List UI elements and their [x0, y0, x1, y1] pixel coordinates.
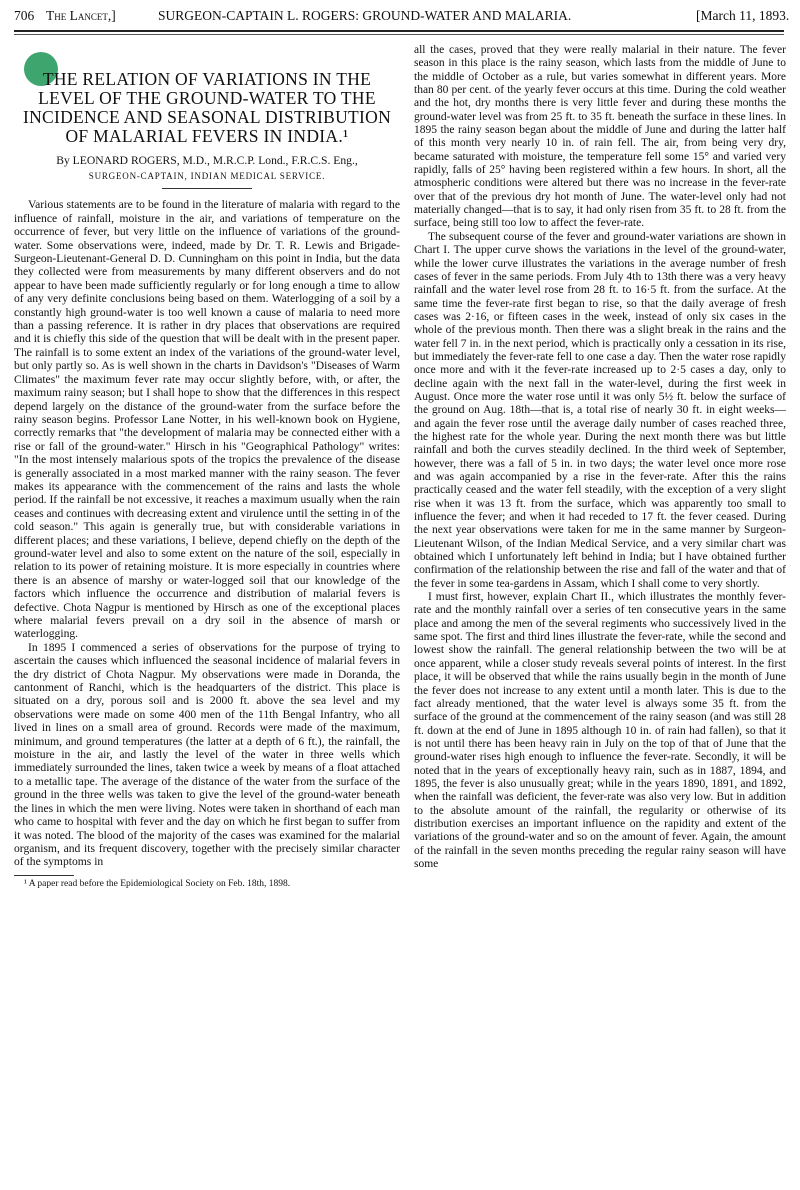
page-number: 706 — [14, 8, 35, 23]
article-title: THE RELATION OF VARIATIONS IN THE LEVEL OF THE GROUND-WATER TO THE INCIDENCE AND SEASONAL DISTRIBUTION OF MALARIAL FEVERS IN INDIA.¹ — [22, 69, 392, 146]
header-rule — [14, 30, 784, 32]
footnote: ¹ A paper read before the Epidemiological Society on Feb. 18th, 1898. — [24, 878, 291, 889]
author-affiliation: SURGEON-CAPTAIN, INDIAN MEDICAL SERVICE. — [88, 171, 326, 181]
title-separator — [162, 188, 252, 189]
paragraph: I must first, however, explain Chart II., which illustrates the monthly fever-rate and the monthly rainfall over a series of ten consecutive years in the same place and among the men of the several regiments who successively lived in the same spot. The first and third lines illustrate the fever-rate, while the second and lowest show the rainfall. The general relationship between the two will be at once apparent, while a closer study reveals several points of interest. In the first place, it will be observed that while the rains usually begin in the month of June the fever does not increase to any extent until a month later. This is due to the fact already mentioned, that the water level is always some 35 ft. from the surface of the ground at the commencement of the rainy season (and was still 28 ft. down at the end of June in 1895 although 10 in. of rain had fallen), so that it is not until there has been heavy rain in July on the top of that of June that the ground-water rises high enough to influence the fever-rate. Secondly, it will be noted that in the years of exceptionally heavy rain, such as in 1887, 1894, and 1895, the fever is also unusually great; while in the years 1890, 1891, and 1892, when the rainfall was deficient, the fever-rate was also very low. But in addition to the absolute amount of the rainfall, the regularity or otherwise of its distribution exercises an important influence on the rapidity and extent of the variations of the ground-water and so on the amount of fever. Again, the amount of the rainfall in the seven months preceding the regular rainy season will have some — [414, 591, 786, 870]
paragraph: The subsequent course of the fever and ground-water variations are shown in Chart I. The upper curve shows the variations in the level of the ground-water, while the lower curve illustrates the variations in the average number of fresh cases of fever in the same periods. From July 4th to 13th there was a very heavy rainfall and the water level rose from 28 ft. to 16·5 ft. from the surface. At the same time the fever-rate first began to rise, so that the daily average of fresh cases was 2·16, or fifteen cases in the week, instead of only six cases in the whole of the previous month. Then there was a slight break in the rains and the water fell 7 in. in the next period, which is practically only a cessation in its rise, but immediately the fever-rate fell to one case a day. Then the water rose rapidly once more and with it the fever-rate increased up to 2·5 cases a day, only to decline again with the next fall in the water-level, during the first week in August. Once more the water rose until it was only 5½ ft. below the surface of the ground on Aug. 18th—that is, a total rise of nearly 30 ft. in eight weeks—and again the fever rose until the average daily number of cases reached three, the highest rate for the whole year. During the next month there was but little rainfall and both the curves steadily declined. In the third week of September, however, there was a fall of 5 in. in two days; the water level once more rose and was again accompanied by a rise in the fever-rate. After this the rains practically ceased and the water fell steadily, with the exception of a very slight rise when it was 13 ft. from the surface, which was apparently too small to influence the fever; and when it had receded to 17 ft. the fever ceased. During the next year observations were taken for me in the same manner by Surgeon-Lieutenant Wilson, of the Indian Medical Service, and a very similar chart was obtained which I unfortunately left behind in India; but I have obtained further confirmation of the relationship between the rise and fall of the water and that of the fever in some tea-gardens in Assam, which I shall come to very shortly. — [414, 230, 786, 590]
left-column — [14, 44, 400, 890]
right-column — [414, 44, 786, 871]
paragraph: In 1895 I commenced a series of observations for the purpose of trying to ascertain the causes which influenced the seasonal incidence of malarial fevers in the dry district of Chota Nagpur. My observations were made in Doranda, the cantonment of Ranchi, which is the headquarters of the district. This place is situated on a dry, porous soil and is 2000 ft. above the sea level and my observations were made on some 400 men of the 11th Bengal Infantry, who all lived in lines on a small area of ground. Records were made of the maximum, minimum, and ground temperatures (the latter at a depth of 6 ft.), the rainfall, the moisture in the air, and lastly the level of the water in three wells which immediately surrounded the lines, taken twice a week by means of a float attached to a metallic tape. The average of the distance of the water from the surface of the ground in the three wells was taken to give the level of the ground-water beneath the lines in which the men were living. Notes were taken in shorthand of each man who came to hospital with fever and the day on which he first began to suffer from it was noted. The blood of the majority of the cases was examined for the malarial organism, and its frequent discovery, together with the precisely similar character of the symptoms in — [14, 640, 400, 869]
paragraph: Various statements are to be found in the literature of malaria with regard to the influence of rainfall, moisture in the air, and variations of temperature on the occurrence of fever, but very little on the influence of variations of the ground-water. Some observations were, indeed, made by Dr. T. R. Lewis and Brigade-Surgeon-Lieutenant-General D. D. Cunningham on this point in India, but the data they collected were from measurements by many different observers and do not appear to have been made sufficiently regularly or for long enough a time to allow of any very definite conclusions being based on them. Waterlogging of a soil by a constantly high ground-water is too well known a cause of malaria to need more than a passing reference. It is rather in dry places that observations are required and it is chiefly this side of the question that will be dealt with in the present paper. The rainfall is to some extent an index of the variations of the ground-water level, but only partly so. As is well shown in the charts in Davidson's "Diseases of Warm Climates" the maximum fever rate may occur slightly before, with, or after, the maximum rainy season; but I shall hope to show that the differences in this respect depend largely on the distance of the ground-water from the surface before the rainy season begins. Professor Lane Notter, in his well-known book on Hygiene, correctly remarks that "the development of malaria may be connected either with a rise or fall of the ground-water." Hirsch in his "Geographical Pathology" writes: "In the most intensely malarious spots of the tropics the prevalence of the disease is generally associated in a most marked manner with the rainy season. The fever makes its appearance with the commencement of the rains and lasts the whole period. If the rainfall be not excessive, it reaches a maximum usually when the rain ceases and continues with decreasing extent and virulence until the setting in of the cold season." This again is generally true, but with considerable variations in different places; and these variations, I believe, depend chiefly on the depth of the ground-water level and also to some extent on the nature of the soil, especially in relation to its power of retaining moisture. It is more especially in countries where there is an absence of marshy or water-logged soil that our knowledge of the factors which influence the occurrence and distribution of malarial fevers is defective. Chota Nagpur is mentioned by Hirsch as one of the exceptional places where malarial fevers prevail on a dry soil in the absence of marsh or waterlogging. — [14, 198, 401, 641]
footnote-rule — [14, 875, 74, 876]
issue-date: [March 11, 1893. — [696, 8, 790, 23]
article-byline: By LEONARD ROGERS, M.D., M.R.C.P. Lond., F.R.C.S. Eng., — [56, 154, 358, 167]
journal-name: The Lancet,] — [46, 8, 116, 23]
running-header — [14, 4, 790, 28]
paragraph: all the cases, proved that they were really malarial in their nature. The fever season in this place is the rainy season, which lasts from the middle of June to the middle of October as a rule, but varies somewhat in different years. More than 80 per cent. of the yearly fever occurs at this time. During the cold weather and the hot, dry months there is very little fever and during these months the ground-water level was from 25 ft. to 35 ft. beneath the surface in these lines. In 1895 the rainy season began about the middle of June and during the latter half of this month very nearly 10 in. of rain fell. The air, from being very dry, became saturated with moisture, the temperature fell some 15° and varied very rapidly, falls of 25° having been registered within a few hours. In short, all the atmospheric conditions were altered but there was no increase in the fever-rate over that of the previous dry hot month of June. The water-level only had not materially changed—that is to say, it had only risen from 35 ft. to 28 ft. from the surface, being still too low to affect the fever-rate. — [414, 44, 786, 230]
running-title: SURGEON-CAPTAIN L. ROGERS: GROUND-WATER AND MALARIA. — [158, 8, 572, 23]
header-rule-thin — [14, 34, 784, 35]
